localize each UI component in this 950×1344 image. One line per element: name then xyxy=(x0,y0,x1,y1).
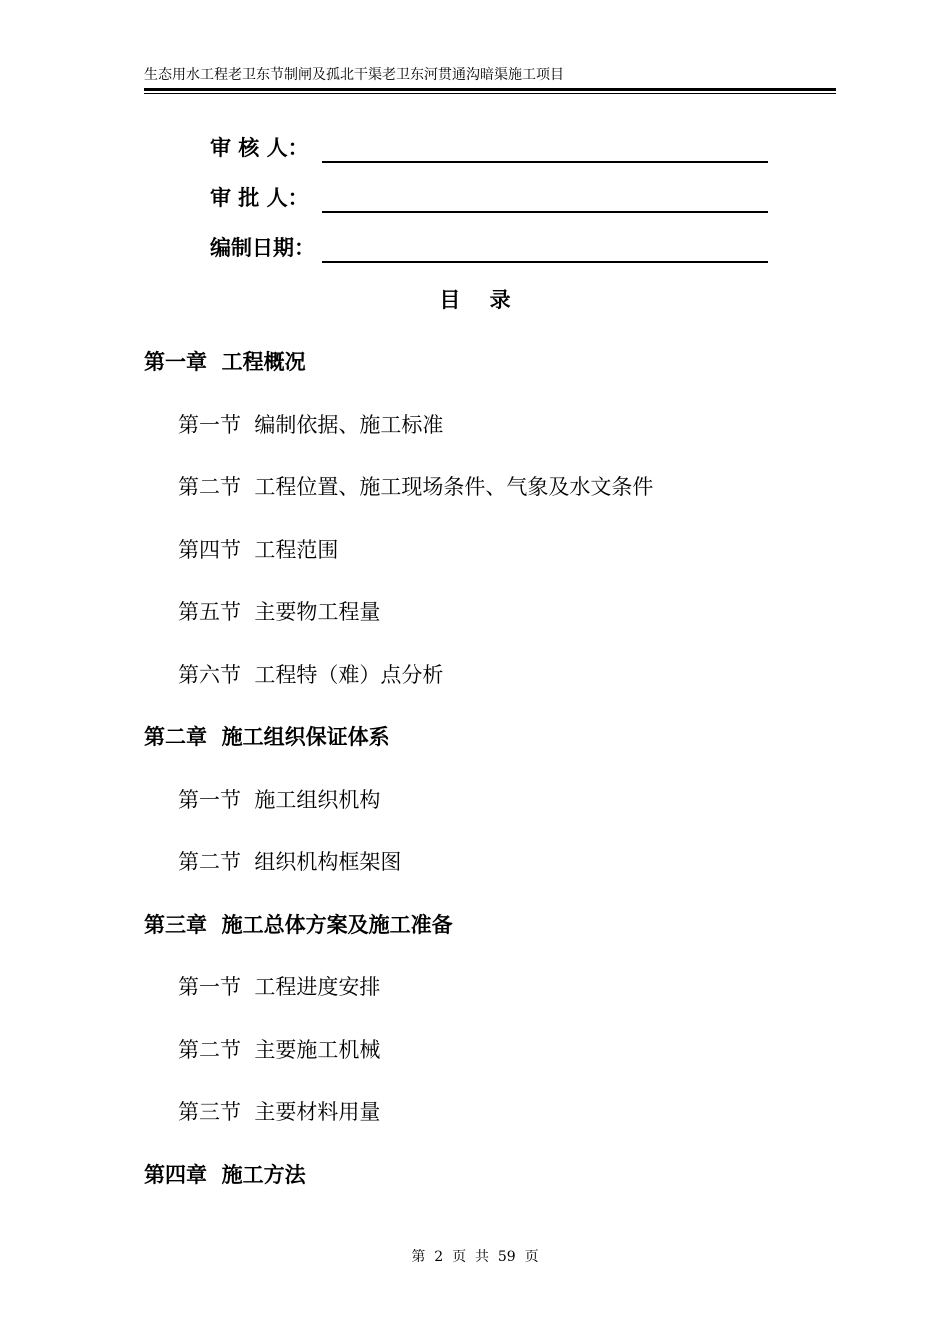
reviewer-label: 审 核 人： xyxy=(210,136,309,160)
toc-section-entry: 第二节 主要施工机械 xyxy=(178,1038,381,1062)
toc-section-entry: 第五节 主要物工程量 xyxy=(178,600,381,624)
approver-label: 审 批 人： xyxy=(210,186,309,210)
toc-chapter-entry: 第一章 工程概况 xyxy=(144,350,306,374)
toc-chapter-entry: 第三章 施工总体方案及施工准备 xyxy=(144,913,453,937)
toc-section-entry: 第四节 工程范围 xyxy=(178,538,339,562)
reviewer-row xyxy=(210,134,770,164)
approver-row xyxy=(210,184,770,214)
page-header-title: 生态用水工程老卫东节制闸及孤北干渠老卫东河贯通沟暗渠施工项目 xyxy=(144,67,564,83)
toc-section-entry: 第二节 组织机构框架图 xyxy=(178,850,402,874)
reviewer-signature-line xyxy=(322,161,768,163)
compile-date-line xyxy=(322,261,768,263)
approver-signature-line xyxy=(322,211,768,213)
toc-chapter-entry: 第四章 施工方法 xyxy=(144,1163,306,1187)
toc-section-entry: 第一节 编制依据、施工标准 xyxy=(178,413,444,437)
header-rule-thick xyxy=(144,88,836,91)
compile-date-row xyxy=(210,234,770,264)
page-footer: 第 2 页 共 59 页 xyxy=(411,1249,539,1265)
compile-date-label: 编制日期： xyxy=(210,236,315,260)
toc-title: 目 录 xyxy=(439,288,511,312)
toc-chapter-entry: 第二章 施工组织保证体系 xyxy=(144,725,390,749)
toc-section-entry: 第一节 工程进度安排 xyxy=(178,975,381,999)
toc-section-entry: 第六节 工程特（难）点分析 xyxy=(178,663,444,687)
header-rule-thin xyxy=(144,93,836,94)
toc-section-entry: 第三节 主要材料用量 xyxy=(178,1100,381,1124)
toc-section-entry: 第二节 工程位置、施工现场条件、气象及水文条件 xyxy=(178,475,654,499)
toc-section-entry: 第一节 施工组织机构 xyxy=(178,788,381,812)
